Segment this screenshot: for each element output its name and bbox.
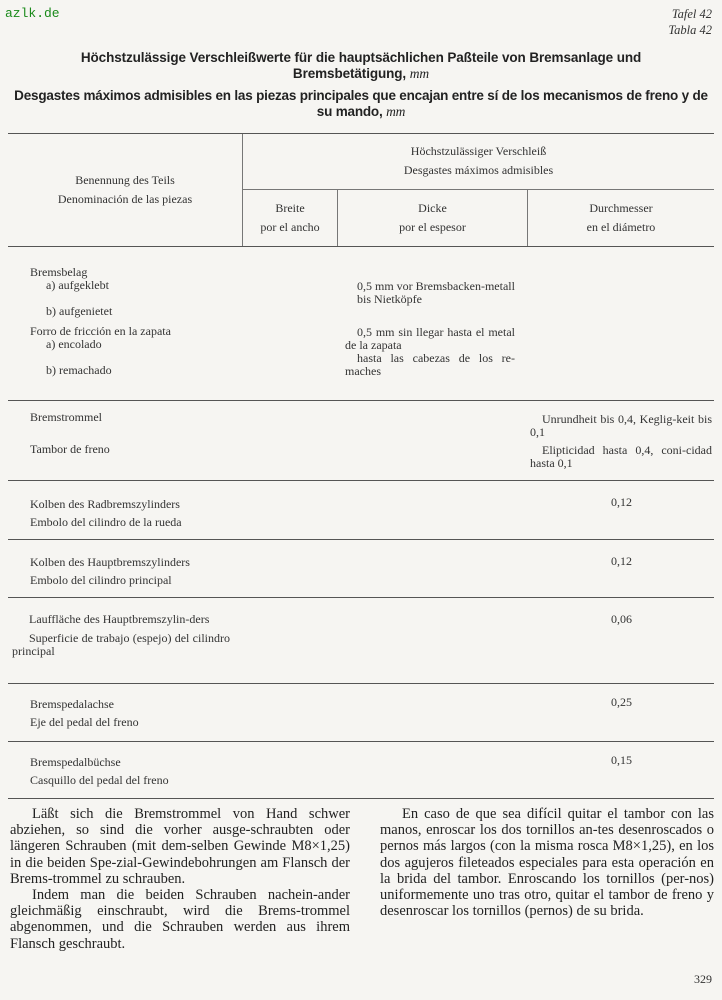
header-width [243,199,337,237]
part-es-b: b) remachado [46,363,112,377]
part-cell [30,411,240,456]
page-number: 329 [694,972,712,986]
part-de-b: b) aufgenietet [46,304,113,318]
watermark: azlk.de [5,6,60,21]
part-cell [30,553,240,589]
header-thickness-de: Dicke [418,201,447,215]
row-rule [8,741,714,742]
title-de-unit: mm [409,66,430,81]
table-number [668,6,712,38]
header-thickness-es: por el espesor [399,220,466,234]
thickness-de-b: bis Nietköpfe [357,292,422,306]
part-cell [12,613,230,658]
table-title [0,50,722,120]
part-de: Bremstrommel [30,410,102,424]
part-de: Kolben des Hauptbremszylinders [30,555,190,569]
diameter-cell: 0,15 [611,753,632,767]
header-thickness [338,199,527,237]
paragraph: En caso de que sea difícil quitar el tambor con las manos, enroscar los dos tornillos an-tes desenroscados o pernos más largos (con la misma rosca M8×1,25), en los dos agujeros fileteados especiales para esta operación en la brida del tambor. Enroscando los tornillos (per-nos) uniformemente uno tras otro, quitar el tambor de freno y desenroscar los tornillos (pernos) de su brida. [380,806,714,920]
table-top-rule [8,133,714,134]
row-rule [8,480,714,481]
part-de: Lauffläche des Hauptbremszylin-ders [29,612,210,626]
title-es-unit: mm [386,104,406,119]
thickness-cell [345,280,515,378]
paragraph: Läßt sich die Bremstrommel von Hand schwer abziehen, so sind die vorher ausge-schraubten oder längeren Schrauben (mit dem-selben Gewinde M8×1,25) in die beiden Spe-zial-Gewindebohrungen am Flansch der Brems-trommel zu schrauben. [10,806,350,887]
part-cell [30,495,240,531]
header-wear-de: Höchstzulässiger Verschleiß [410,144,547,158]
body-text-es [380,806,714,919]
row-rule [8,597,714,598]
part-es-a: a) encolado [46,337,102,351]
header-diameter-es: en el diámetro [586,220,656,234]
table-number-es: Tabla 42 [668,23,712,37]
header-wear [243,142,714,180]
row-rule [8,400,714,401]
row-rule [8,539,714,540]
header-sub-rule [243,189,714,190]
header-bottom-rule [8,246,714,247]
header-wear-es: Desgastes máximos admisibles [403,163,554,177]
table-bottom-rule [8,798,714,799]
diameter-cell [530,413,712,470]
part-es: Tambor de freno [30,442,110,456]
thickness-es-b: hasta las cabezas de los re-maches [345,351,515,378]
title-es [0,88,722,120]
header-part-de: Benennung des Teils [75,173,175,187]
diameter-cell: 0,12 [611,495,632,509]
paragraph: Indem man die beiden Schrauben nachein-ander gleichmäßig einschraubt, wird die Brems-trommel abgenommen, und die Schrauben werden aus ihrem Flansch geschraubt. [10,887,350,952]
diameter-cell: 0,12 [611,554,632,568]
header-part-es: Denominación de las piezas [57,192,193,206]
part-es: Eje del pedal del freno [30,715,139,729]
part-es: Embolo del cilindro de la rueda [30,515,182,529]
header-width-es: por el ancho [260,220,320,234]
part-cell [30,753,240,789]
part-es: Casquillo del pedal del freno [30,773,169,787]
diameter-cell: 0,25 [611,695,632,709]
part-cell [30,695,240,731]
part-de: Bremspedalachse [30,697,114,711]
header-width-de: Breite [275,201,305,215]
thickness-de-a: 0,5 mm vor Bremsbacken-metall [357,279,515,293]
part-es: Forro de fricción en la zapata [30,324,171,338]
row-rule [8,683,714,684]
table-number-de: Tafel 42 [671,7,712,21]
header-part [8,171,242,209]
header-diameter-de: Durchmesser [589,201,653,215]
title-de [0,50,722,82]
body-text-de [10,806,350,952]
thickness-es-a: 0,5 mm sin llegar hasta el metal de la zapata [345,325,515,352]
header-diameter [528,199,714,237]
part-de: Kolben des Radbremszylinders [30,497,180,511]
title-de-text: Höchstzulässige Verschleißwerte für die hauptsächlichen Paßteile von Bremsanlage und Bremsbetätigung, [80,50,642,81]
part-es: Embolo del cilindro principal [30,573,172,587]
diameter-es: Elipticidad hasta 0,4, coni-cidad hasta 0,1 [530,443,712,470]
part-de: Bremsbelag [30,265,88,279]
part-de-a: a) aufgeklebt [46,278,109,292]
part-cell [30,266,240,377]
title-es-text: Desgastes máximos admisibles en las piezas principales que encajan entre sí de los mecanismos de freno y de su mando, [14,88,708,119]
part-de: Bremspedalbüchse [30,755,121,769]
diameter-de: Unrundheit bis 0,4, Keglig-keit bis 0,1 [530,412,712,439]
part-es: Superficie de trabajo (espejo) del cilindro principal [12,631,230,658]
diameter-cell: 0,06 [611,612,632,626]
